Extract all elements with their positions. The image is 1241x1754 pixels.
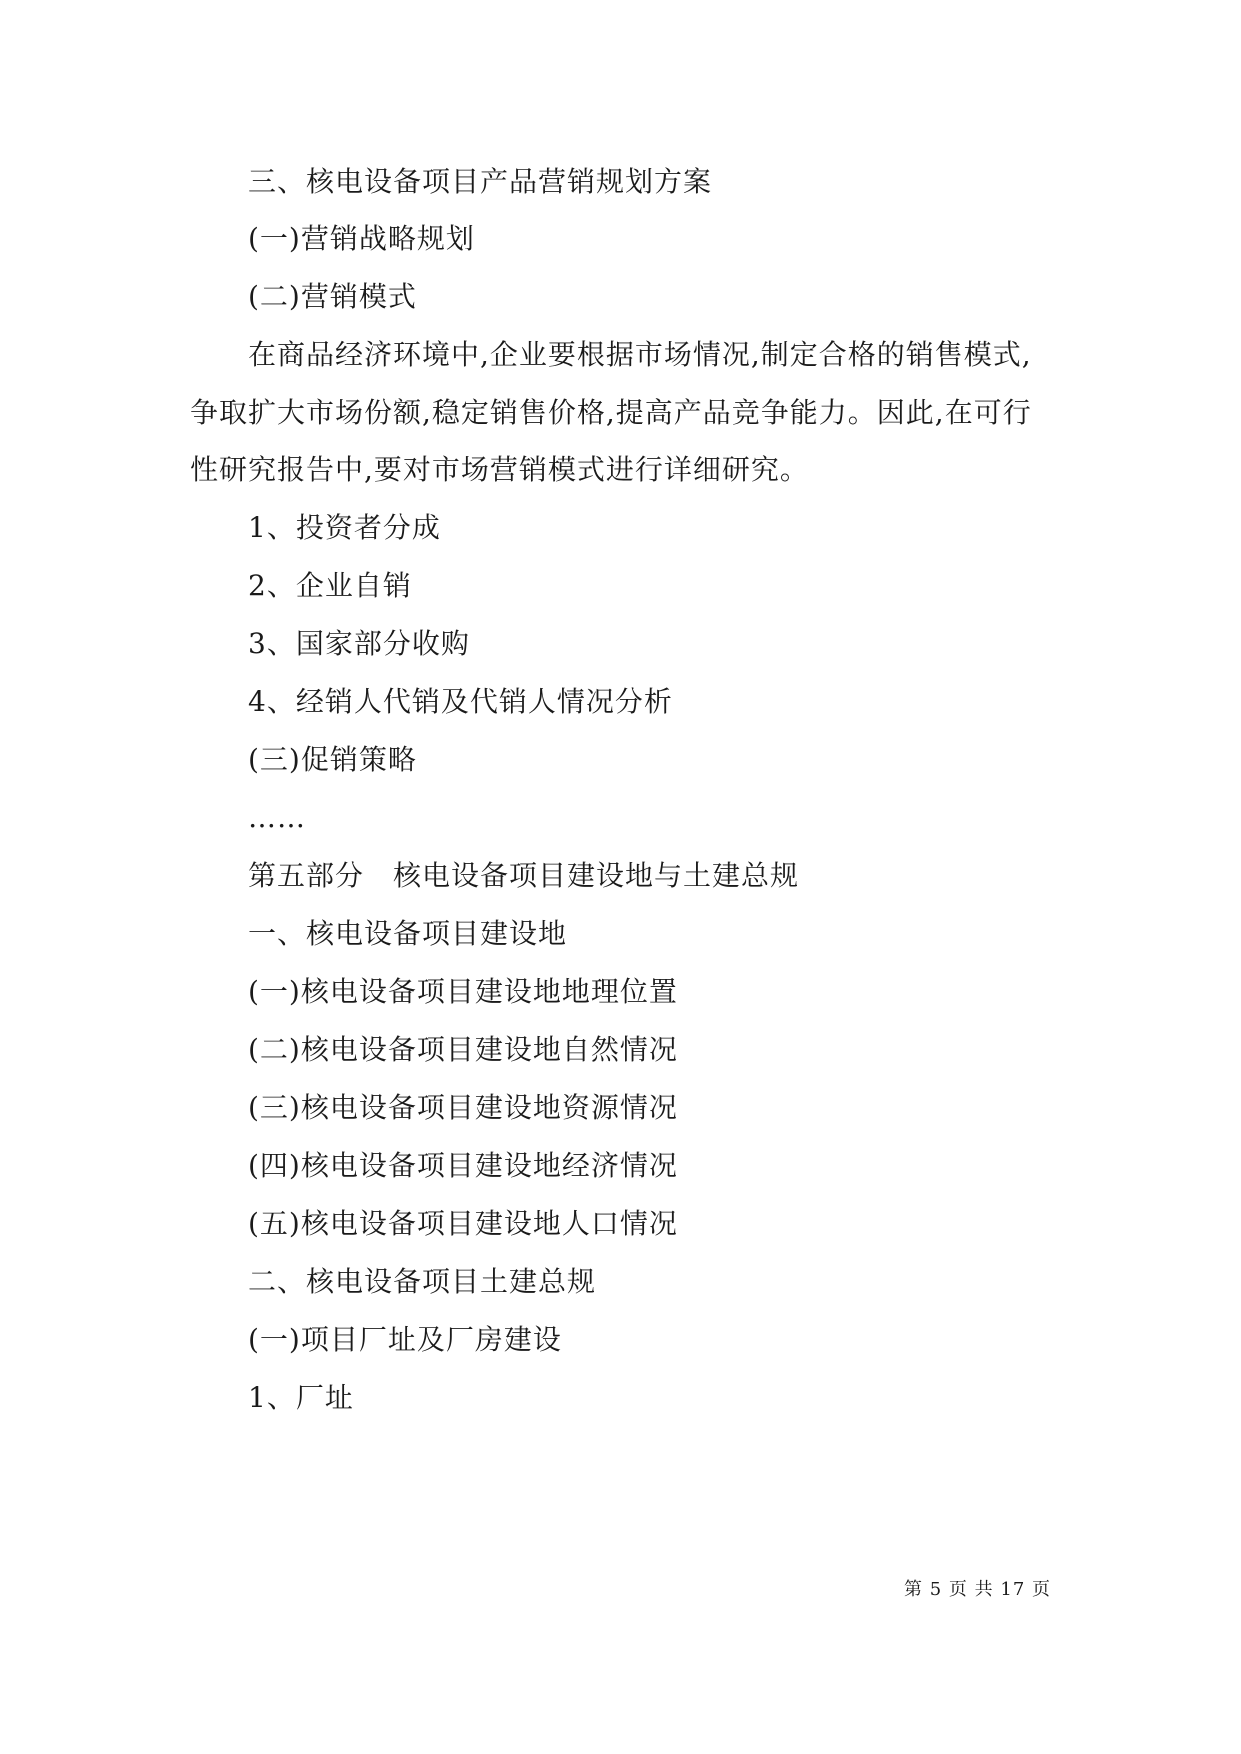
section-heading-marketing-plan: 三、核电设备项目产品营销规划方案 xyxy=(248,165,713,198)
page-number-footer: 第 5 页 共 17 页 xyxy=(904,1579,1051,1600)
ellipsis: …… xyxy=(248,801,306,834)
list-item-agent-sales: 4、经销人代销及代销人情况分析 xyxy=(248,685,673,718)
subheading-economy: (四)核电设备项目建设地经济情况 xyxy=(248,1149,678,1182)
subheading-site-and-plant: (一)项目厂址及厂房建设 xyxy=(248,1323,562,1356)
subheading-promotion-strategy: (三)促销策略 xyxy=(248,743,417,776)
list-item-state-purchase: 3、国家部分收购 xyxy=(248,627,470,660)
paragraph-line-2: 争取扩大市场份额,稳定销售价格,提高产品竞争能力。因此,在可行 xyxy=(190,396,1032,429)
list-item-site: 1、厂址 xyxy=(248,1381,354,1414)
subheading-marketing-mode: (二)营销模式 xyxy=(248,280,417,313)
list-item-self-sales: 2、企业自销 xyxy=(248,569,412,602)
paragraph-line-1: 在商品经济环境中,企业要根据市场情况,制定合格的销售模式, xyxy=(248,338,1032,371)
subheading-geography: (一)核电设备项目建设地地理位置 xyxy=(248,975,678,1008)
subheading-nature: (二)核电设备项目建设地自然情况 xyxy=(248,1033,678,1066)
paragraph-line-3: 性研究报告中,要对市场营销模式进行详细研究。 xyxy=(190,453,809,486)
subheading-resources: (三)核电设备项目建设地资源情况 xyxy=(248,1091,678,1124)
subheading-population: (五)核电设备项目建设地人口情况 xyxy=(248,1207,678,1240)
section-heading-civil-works: 二、核电设备项目土建总规 xyxy=(248,1265,597,1298)
section-heading-construction-site: 一、核电设备项目建设地 xyxy=(248,917,568,950)
subheading-marketing-strategy: (一)营销战略规划 xyxy=(248,222,475,255)
list-item-investor-share: 1、投资者分成 xyxy=(248,511,441,544)
part-five-heading: 第五部分 核电设备项目建设地与土建总规 xyxy=(248,859,800,892)
